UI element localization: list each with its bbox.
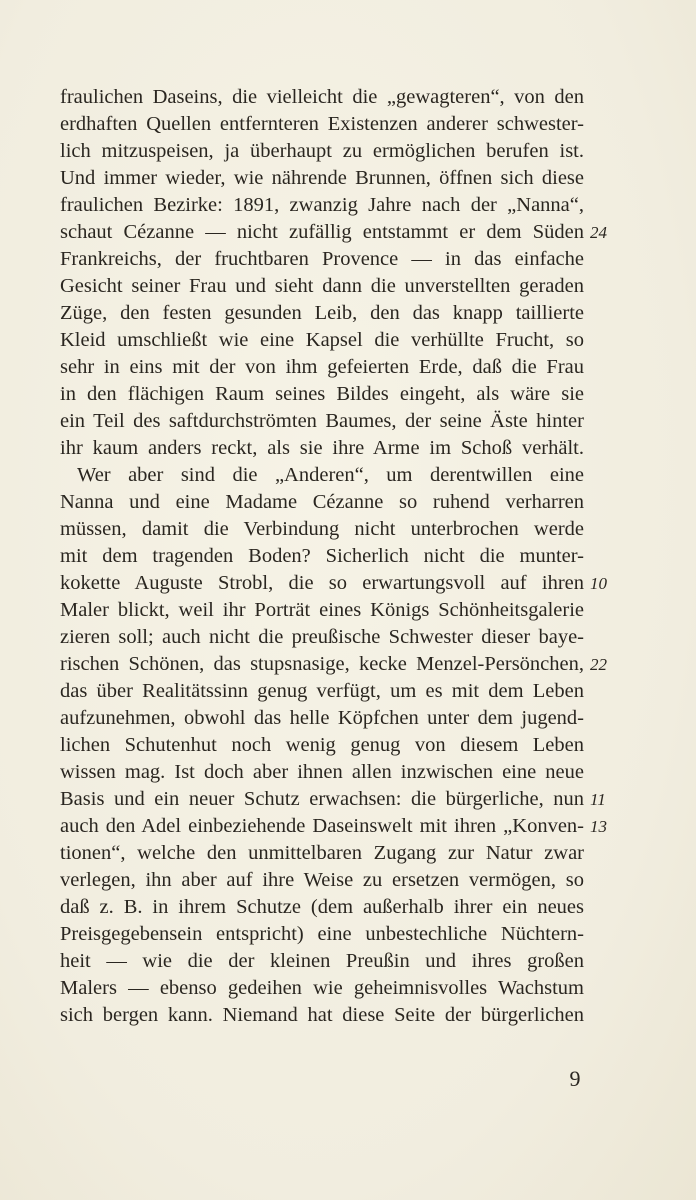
text-line: Maler blickt, weil ihr Porträt eines Königs Schönheitsgalerie [60, 599, 584, 621]
text-line: Wer aber sind die „Anderen“, um derentwillen eine [77, 464, 584, 486]
text-line: sehr in eins mit der von ihm gefeierten Erde, daß die Frau [60, 356, 584, 378]
text-line: Und immer wieder, wie nährende Brunnen, öffnen sich diese [60, 167, 584, 189]
margin-note: 24 [590, 223, 607, 242]
text-line: zieren soll; auch nicht die preußische Schwester dieser baye- [60, 626, 584, 648]
text-line: fraulichen Daseins, die vielleicht die „gewagteren“, von den [60, 86, 584, 108]
text-line: Frankreichs, der fruchtbaren Provence — in das einfache [60, 248, 584, 270]
text-line: Züge, den festen gesunden Leib, den das knapp taillierte [60, 302, 584, 324]
text-line: aufzunehmen, obwohl das helle Köpfchen unter dem jugend- [60, 707, 584, 729]
text-line: erdhaften Quellen entfernteren Existenzen anderer schwester- [60, 113, 584, 135]
text-line: schaut Cézanne — nicht zufällig entstammt er dem Süden [60, 221, 584, 243]
text-line: lich mitzuspeisen, ja überhaupt zu ermöglichen berufen ist. [60, 140, 584, 162]
text-line: müssen, damit die Verbindung nicht unterbrochen werde [60, 518, 584, 540]
page-number: 9 [569, 1066, 581, 1091]
text-line: Preisgegebensein entspricht) eine unbestechliche Nüchtern- [60, 923, 584, 945]
text-line: ein Teil des saftdurchströmten Baumes, der seine Äste hinter [60, 410, 584, 432]
text-line: Nanna und eine Madame Cézanne so ruhend verharren [60, 491, 584, 513]
text-line: Gesicht seiner Frau und sieht dann die unverstellten geraden [60, 275, 584, 297]
text-line: wissen mag. Ist doch aber ihnen allen inzwischen eine neue [60, 761, 584, 783]
margin-note: 11 [590, 790, 606, 809]
margin-note: 10 [590, 574, 607, 593]
text-line: auch den Adel einbeziehende Daseinswelt mit ihren „Konven- [60, 815, 584, 837]
text-line: rischen Schönen, das stupsnasige, kecke Menzel-Persönchen, [60, 653, 584, 675]
text-line: tionen“, welche den unmittelbaren Zugang zur Natur zwar [60, 842, 584, 864]
text-line: verlegen, ihn aber auf ihre Weise zu ersetzen vermögen, so [60, 869, 584, 891]
text-line: lichen Schutenhut noch wenig genug von diesem Leben [60, 734, 584, 756]
text-line: Kleid umschließt wie eine Kapsel die verhüllte Frucht, so [60, 329, 584, 351]
margin-note: 22 [590, 655, 607, 674]
text-line: daß z. B. in ihrem Schutze (dem außerhalb ihrer ein neues [60, 896, 584, 918]
text-line: sich bergen kann. Niemand hat diese Seite der bürgerlichen [60, 1004, 584, 1026]
text-line: Basis und ein neuer Schutz erwachsen: die bürgerliche, nun [60, 788, 584, 810]
text-line: mit dem tragenden Boden? Sicherlich nicht die munter- [60, 545, 584, 567]
text-line: kokette Auguste Strobl, die so erwartungsvoll auf ihren [60, 572, 584, 594]
text-line: Malers — ebenso gedeihen wie geheimnisvolles Wachstum [60, 977, 584, 999]
body-text [60, 84, 584, 1029]
text-line: in den flächigen Raum seines Bildes eingeht, als wäre sie [60, 383, 584, 405]
text-line: fraulichen Bezirke: 1891, zwanzig Jahre nach der „Nanna“, [60, 194, 584, 216]
text-line: ihr kaum anders reckt, als sie ihre Arme im Schoß verhält. [60, 437, 584, 459]
margin-note: 13 [590, 817, 607, 836]
text-line: das über Realitätssinn genug verfügt, um es mit dem Leben [60, 680, 584, 702]
text-line: heit — wie die der kleinen Preußin und ihres großen [60, 950, 584, 972]
